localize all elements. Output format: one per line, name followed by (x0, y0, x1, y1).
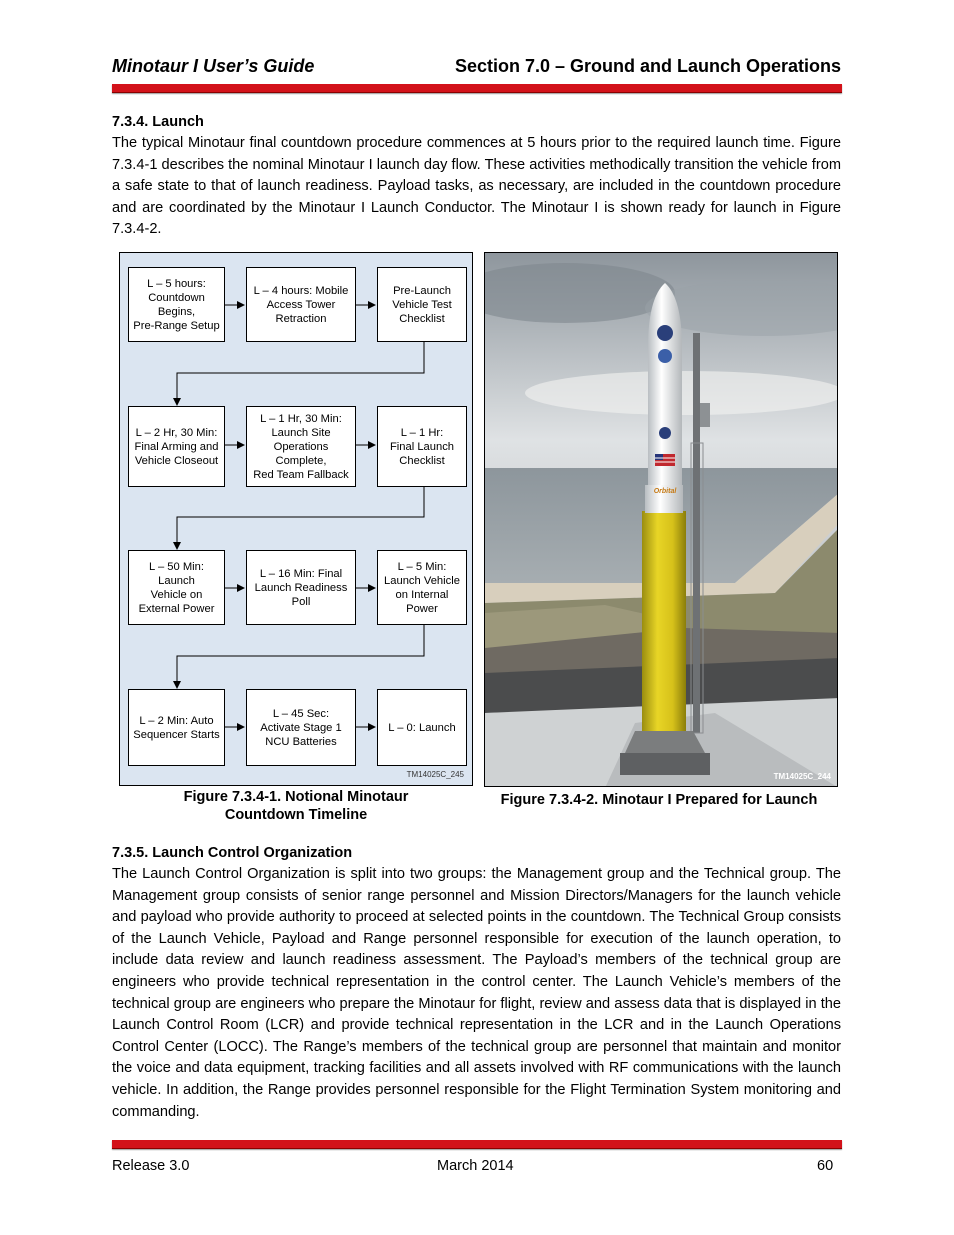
connector-row3-row4 (177, 625, 424, 688)
flow-step-10: L – 2 Min: Auto Sequencer Starts (128, 689, 225, 766)
figure-1-caption-line2: Countdown Timeline (224, 807, 368, 823)
flow-step-5: L – 1 Hr, 30 Min: Launch Site Operations Complete, Red Team Fallback (246, 406, 356, 487)
figure-1-caption (119, 788, 473, 824)
flow-step-3: Pre-Launch Vehicle Test Checklist (377, 267, 467, 342)
flow-step-6: L – 1 Hr: Final Launch Checklist (377, 406, 467, 487)
section-heading-launch: 7.3.4. Launch (112, 114, 204, 130)
section-title: Section 7.0 – Ground and Launch Operations (454, 56, 841, 76)
flow-step-7: L – 50 Min: Launch Vehicle on External Power (128, 550, 225, 625)
header-rule (112, 84, 842, 93)
footer-date: March 2014 (437, 1158, 514, 1174)
photo-tm-code: TM14025C_244 (773, 772, 831, 781)
flow-step-2: L – 4 hours: Mobile Access Tower Retraction (246, 267, 356, 342)
flow-step-12: L – 0: Launch (377, 689, 467, 766)
page-number: 60 (817, 1158, 834, 1174)
flow-step-9: L – 5 Min: Launch Vehicle on Internal Power (377, 550, 467, 625)
flow-step-1: L – 5 hours: Countdown Begins, Pre-Range Setup (128, 267, 225, 342)
flow-step-8: L – 16 Min: Final Launch Readiness Poll (246, 550, 356, 625)
figure-2-caption: Figure 7.3.4-2. Minotaur I Prepared for Launch (500, 792, 818, 808)
flowchart-tm-code: TM14025C_245 (406, 770, 464, 779)
section-body-launch: The typical Minotaur final countdown procedure commences at 5 hours prior to the required launch time. Figure 7.3.4-1 describes the nominal Minotaur I launch day flow. These activities methodically transition the vehicle from a safe state to that of launch readiness. Payload tasks, as necessary, are included in the countdown procedure and are coordinated by the Minotaur I Launch Conductor. The Minotaur I is shown ready for launch in Figure 7.3.4-2. (112, 135, 841, 238)
rocket-photo (484, 252, 838, 787)
section-heading-launch-control: 7.3.5. Launch Control Organization (112, 845, 353, 861)
rocket-logo-text: Orbital (653, 488, 677, 495)
flow-step-4: L – 2 Hr, 30 Min: Final Arming and Vehicle Closeout (128, 406, 225, 487)
connector-row2-row3 (177, 487, 424, 549)
footer-rule (112, 1140, 842, 1149)
flow-step-11: L – 45 Sec: Activate Stage 1 NCU Batteries (246, 689, 356, 766)
figure-1-caption-line1: Figure 7.3.4-1. Notional Minotaur (183, 789, 409, 805)
section-body-launch-control: The Launch Control Organization is split into two groups: the Management group and the Technical group. The Management group consists of senior range personnel and Mission Directors/Managers for the launch vehicle and payload who provide authority to proceed at selected points in the countdown. The Technical Group consists of the Launch Vehicle, Payload and Range personnel responsible for execution of the launch operation, to include data review and launch readiness assessment. The Payload’s members of the technical group are engineers who provide technical representation in the control center. The Launch Vehicle’s members of the technical group are engineers who prepare the Minotaur for flight, review and assess data that is displayed in the Launch Control Room (LCR) and provide technical representation in the LCR and in the Launch Operations Control Center (LOCC). The Range’s members of the technical group are personnel that maintain and monitor the voice and data equipment, tracking facilities and all assets involved with RF communications with the launch vehicle. In addition, the Range provides personnel responsible for the Flight Termination System monitoring and commanding. (112, 866, 841, 1120)
connector-row1-row2 (177, 342, 424, 405)
document-title: Minotaur I User’s Guide (112, 56, 315, 76)
rocket-illustration (485, 253, 838, 787)
footer-release: Release 3.0 (112, 1158, 190, 1174)
countdown-flowchart (119, 252, 473, 786)
